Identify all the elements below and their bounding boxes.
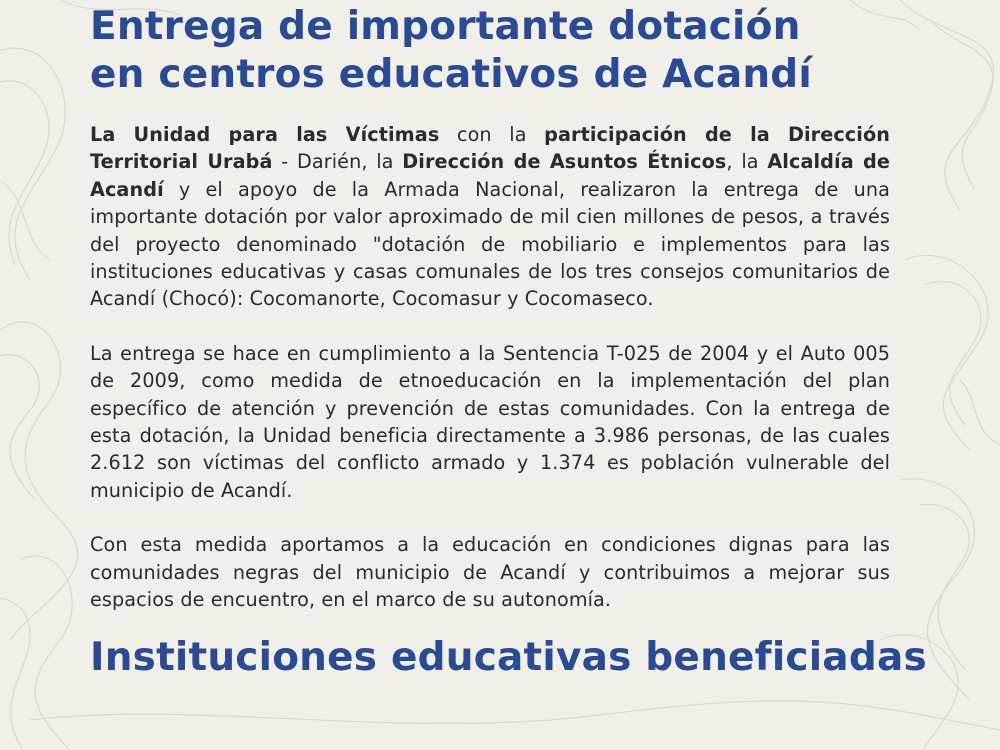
section-heading: Instituciones educativas beneficiadas [90,634,927,680]
bold-alcaldia-acandi: Alcaldía de Acandí [90,150,890,201]
bold-unidad-victimas: La Unidad para las Víctimas [90,123,440,146]
paragraph-2: La entrega se hace en cumplimiento a la Sentencia T-025 de 2004 y el Auto 005 de 2009, como medida de etnoeducación en la implementación del plan específico de atención y prevención de estas comunidades. Con la entrega de esta dotación, la Unidad beneficia directamente a 3.986 personas, de las cuales 2.612 son víctimas del conflicto armado y 1.374 es población vulnerable del municipio de Acandí. [90,341,890,502]
paragraph-1 [90,121,890,313]
article-title-line-1: Entrega de importante dotación [90,4,801,49]
text-segment: - Darién, la [272,150,403,174]
article [90,0,927,682]
text-segment: con la [439,123,545,146]
bold-asuntos-etnicos: Dirección de Asuntos Étnicos [402,150,727,174]
bold-direccion-territorial: participación de la Dirección Territorial Urabá [90,123,891,174]
article-title [90,0,890,99]
text-segment: y el apoyo de la Armada Nacional, realizaron la entrega de una importante dotación por valor aproximado de mil cien millones de pesos, a través del proyecto denominado "dotación de mobiliario e implementos para las instituciones educativas y casas comunales de los tres consejos comunitarios de Acandí (Chocó): Cocomanorte, Cocomasur y Cocomaseco. [90,177,890,311]
article-title-line-2: en centros educativos de Acandí [90,52,812,97]
paragraph-3: Con esta medida aportamos a la educación en condiciones dignas para las comunidades negras del municipio de Acandí y contribuimos a mejorar sus espacios de encuentro, en el marco de su autonomía. [90,533,890,612]
text-segment: , la [726,150,768,174]
